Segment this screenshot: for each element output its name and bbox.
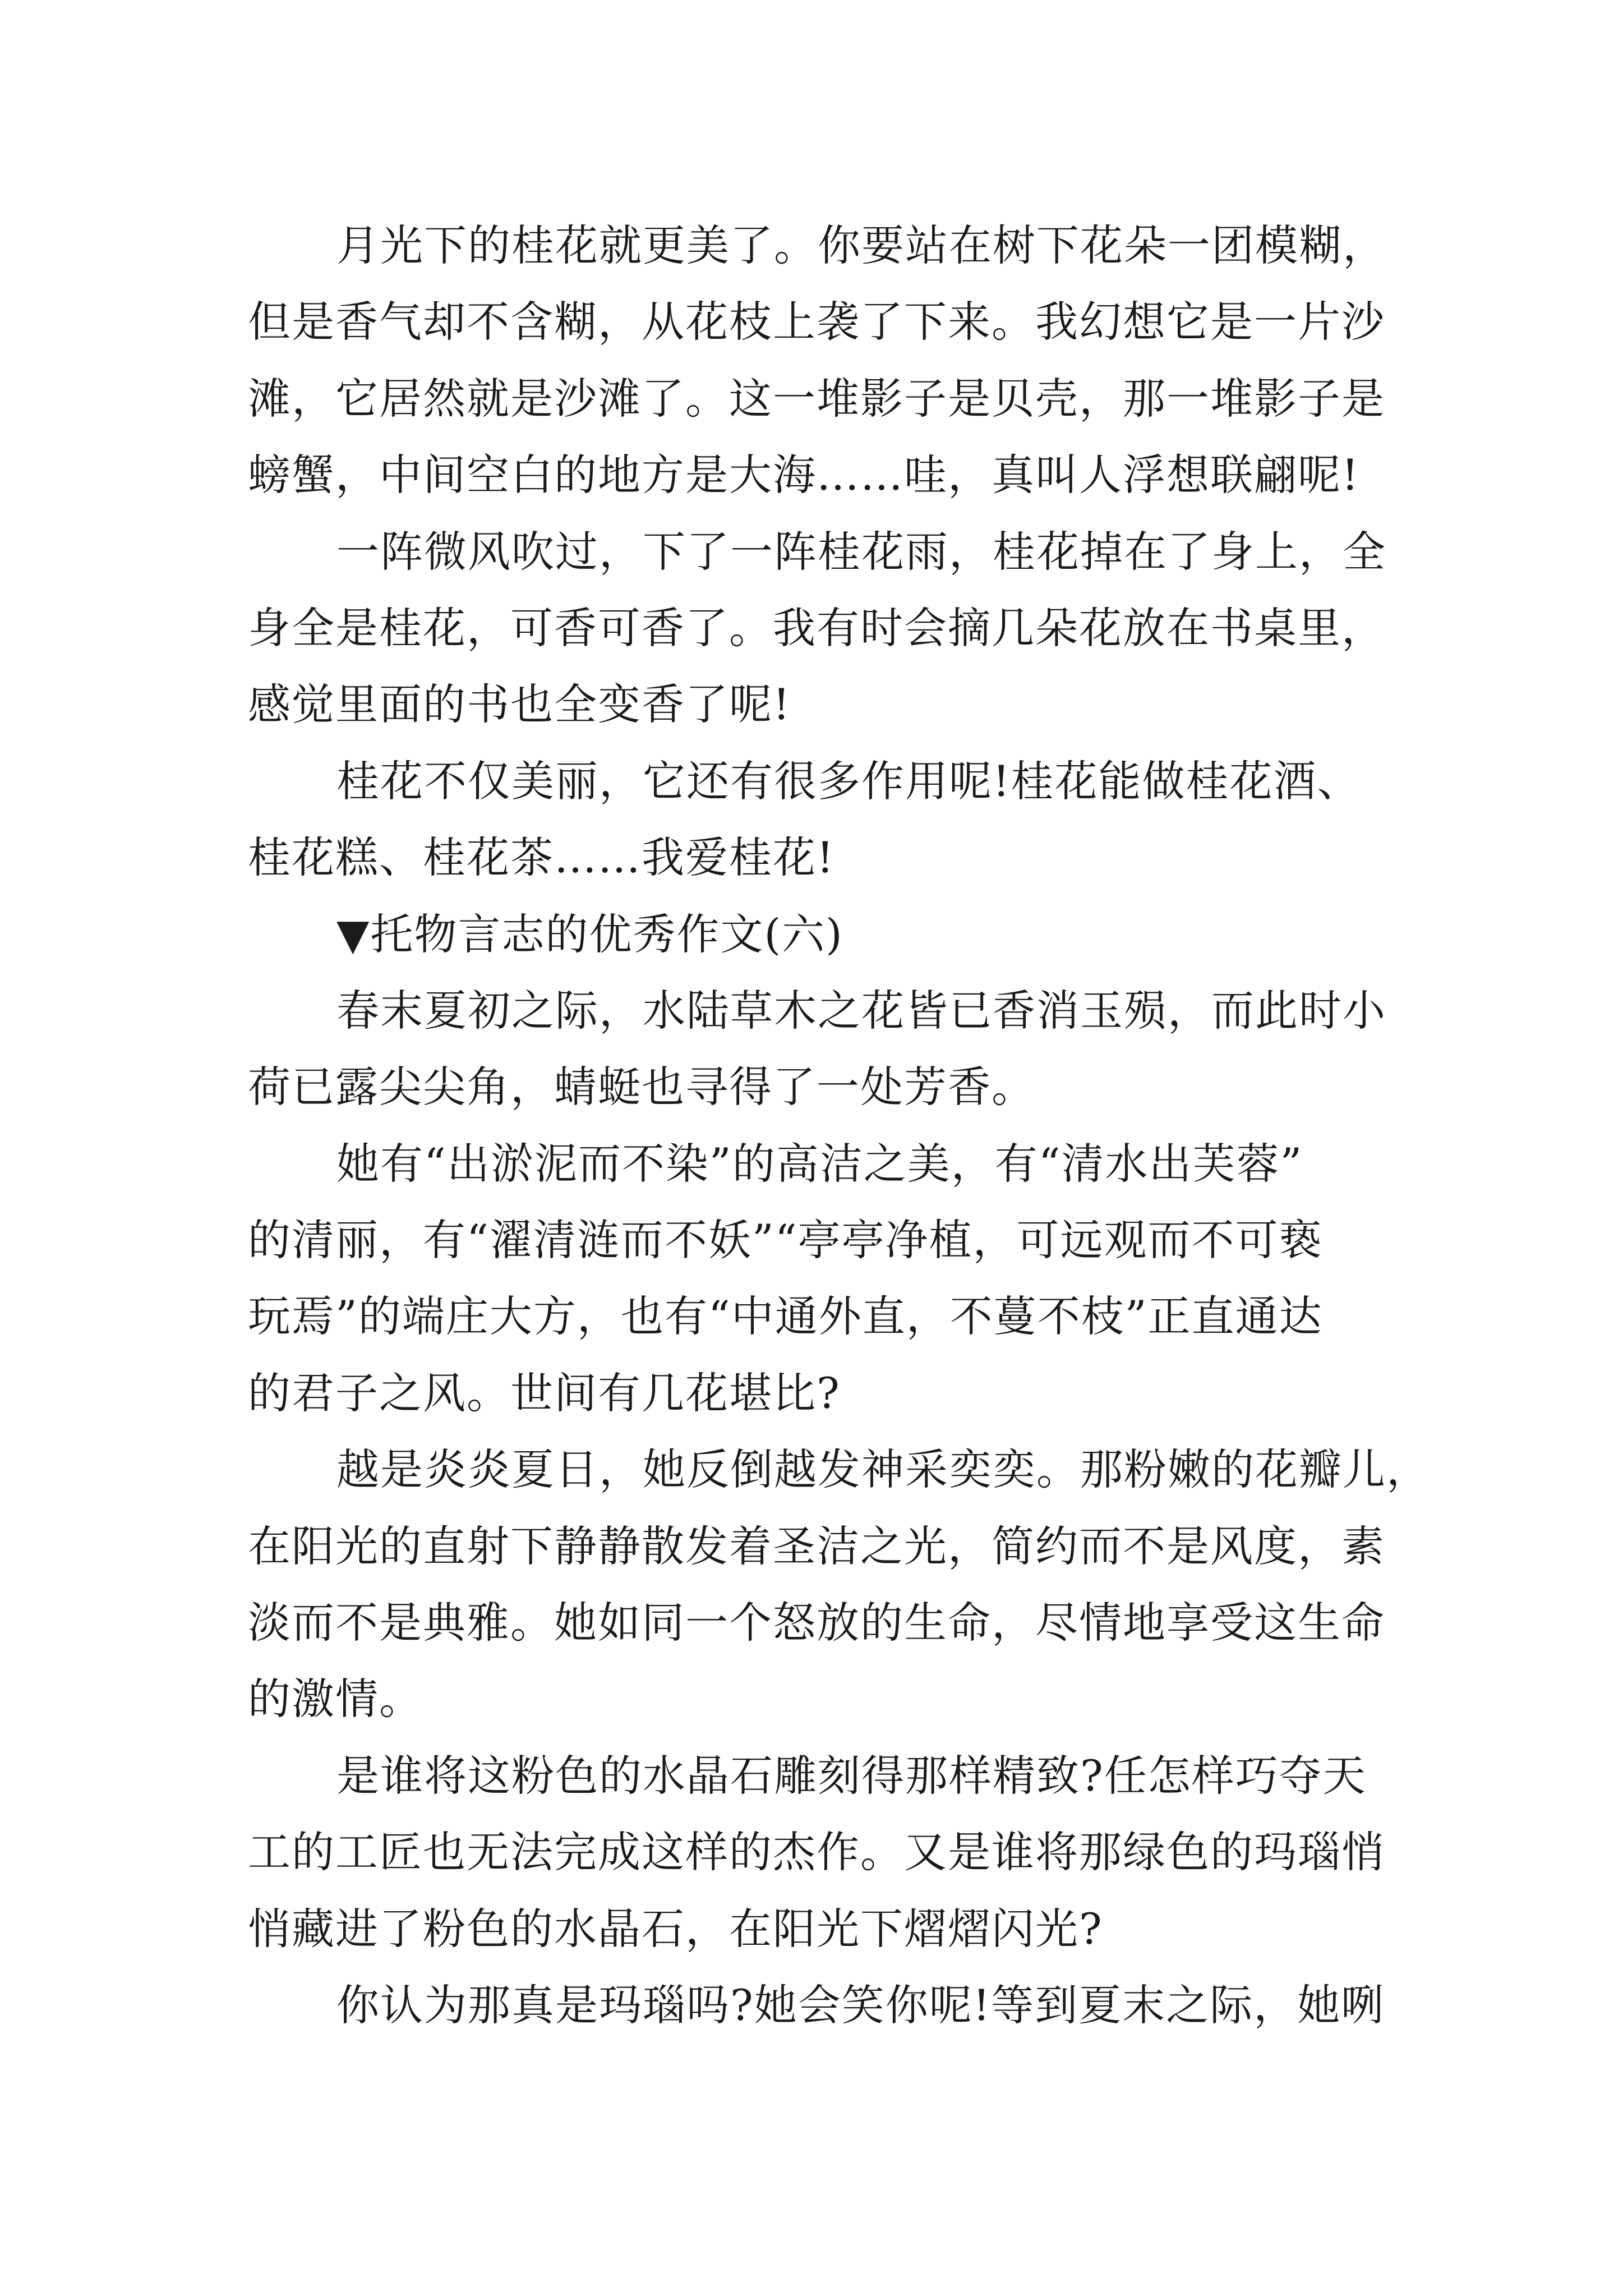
text-line: 桂花糕、桂花茶……我爱桂花! [248,832,835,883]
text-line: 的清丽，有“濯清涟而不妖”“亭亭净植，可远观而不可亵 [248,1215,1323,1266]
text-line: 螃蟹，中间空白的地方是大海……哇，真叫人浮想联翩呢! [248,450,1360,500]
text-line: 的激情。 [248,1674,423,1724]
text-line: 是谁将这粉色的水晶石雕刻得那样精致?任怎样巧夺天 [336,1750,1367,1801]
text-line: 悄藏进了粉色的水晶石，在阳光下熠熠闪光? [248,1903,1103,1954]
text-line: 在阳光的直射下静静散发着圣洁之光，简约而不是风度，素 [248,1521,1385,1571]
text-line: 的君子之风。世间有几花堪比? [248,1368,841,1418]
text-line: 桂花不仅美丽，它还有很多作用呢!桂花能做桂花酒、 [336,756,1361,806]
text-line: 越是炎炎夏日，她反倒越发神采奕奕。那粉嫩的花瓣儿， [336,1444,1430,1495]
text-line: 她有“出淤泥而不染”的高洁之美，有“清水出芙蓉” [336,1138,1303,1189]
document-body [248,208,1430,2044]
text-line: 玩焉”的端庄大方，也有“中通外直，不蔓不枝”正直通达 [248,1291,1323,1342]
text-line: 你认为那真是玛瑙吗?她会笑你呢!等到夏末之际，她咧 [336,1980,1385,2030]
section-heading: ▼托物言志的优秀作文(六) [336,909,843,959]
text-line: 但是香气却不含糊，从花枝上袭了下来。我幻想它是一片沙 [248,297,1385,347]
text-line: 一阵微风吹过，下了一阵桂花雨，桂花掉在了身上，全 [336,526,1386,577]
text-line: 春末夏初之际，水陆草木之花皆已香消玉殒，而此时小 [336,985,1386,1036]
text-line: 月光下的桂花就更美了。你要站在树下花朵一团模糊， [336,220,1386,270]
text-line: 身全是桂花，可香可香了。我有时会摘几朵花放在书桌里， [248,602,1385,653]
text-line: 工的工匠也无法完成这样的杰作。又是谁将那绿色的玛瑙悄 [248,1827,1385,1878]
text-line: 感觉里面的书也全变香了呢! [248,679,791,730]
text-line: 淡而不是典雅。她如同一个怒放的生命，尽情地享受这生命 [248,1598,1385,1648]
text-line: 滩，它居然就是沙滩了。这一堆影子是贝壳，那一堆影子是 [248,373,1385,424]
text-line: 荷已露尖尖角，蜻蜓也寻得了一处芳香。 [248,1062,1035,1112]
